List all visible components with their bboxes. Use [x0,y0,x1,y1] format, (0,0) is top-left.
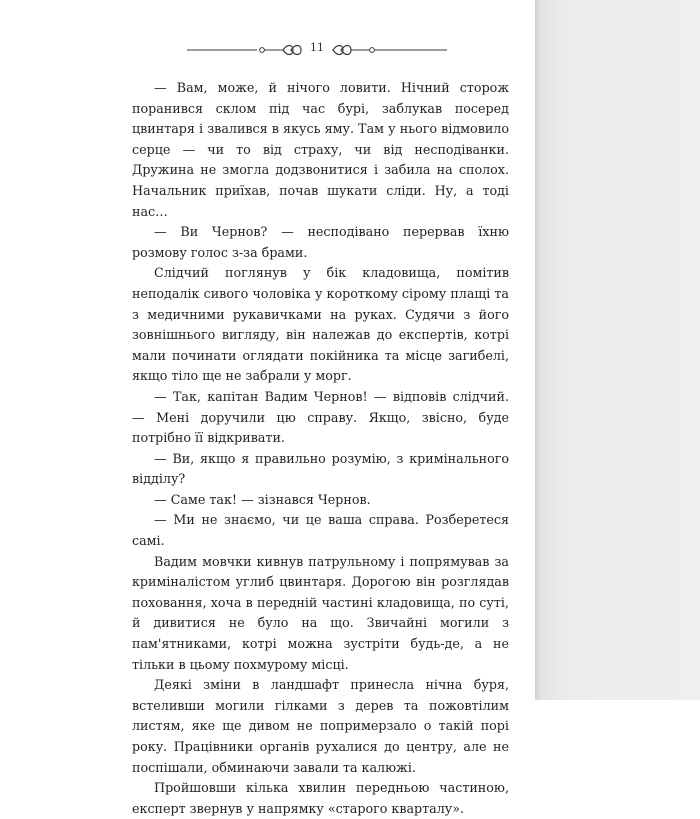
paragraph: — Ми не знаємо, чи це ваша справа. Розберетеся самі. [132,512,509,549]
paragraph: — Ви Чернов? — несподівано перервав їхню розмову голос з-за брами. [132,224,509,260]
paragraph: Деякі зміни в ландшафт принесла нічна буря, встеливши могили гілками з дерев та пожовтілим листям, яке ще дивом не попримерзало о такій порі року. Працівники органів рухалися до центру, але не поспішали, обминаючи завали та калюжі. [132,677,509,775]
page-edge-shadow [535,0,700,700]
paragraph: — Так, капітан Вадим Чернов! — відповів слідчий. — Мені доручили цю справу. Якщо, звісно, буде потрібно її відкривати. [132,388,509,446]
page-header [187,38,447,62]
paragraph: — Вам, може, й нічого ловити. Нічний сторож поранився склом під час бурі, заблукав посеред цвинтаря і звалився в якусь яму. Там у нього відмовило серце — чи то від страху, чи від несподіванки. Дружина не змогла додзвонитися і забила на сполох. Начальник приїхав, почав шукати сліди. Ну, а тоді нас… [132,80,509,219]
paragraph: Вадим мовчки кивнув патрульному і попрямував за криміналістом углиб цвинтаря. Дорогою він розглядав поховання, хоча в передній частині кладовища, по суті, й дивитися не було на що. Звичайні могили з пам'ятниками, котрі можна зустріти будь-де, а не тільки в цьому похмурому місці. [132,553,509,672]
paragraph: — Саме так! — зізнався Чернов. [154,491,371,507]
paragraph: — Ви, якщо я правильно розумію, з кримінального відділу? [132,450,509,487]
paragraph: Пройшовши кілька хвилин передньою частиною, експерт звернув у напрямку «старого кварталу». [132,780,509,816]
paragraph: Слідчий поглянув у бік кладовища, помітив неподалік сивого чоловіка у короткому сірому плащі та з медичними рукавичками на руках. Судячи з його зовнішнього вигляду, він належав до експертів, котрі мали починати оглядати покійника та місце загибелі, якщо тіло ще не забрали у морг. [132,265,509,384]
page-number: 11 [310,41,324,54]
body-text [132,78,509,819]
